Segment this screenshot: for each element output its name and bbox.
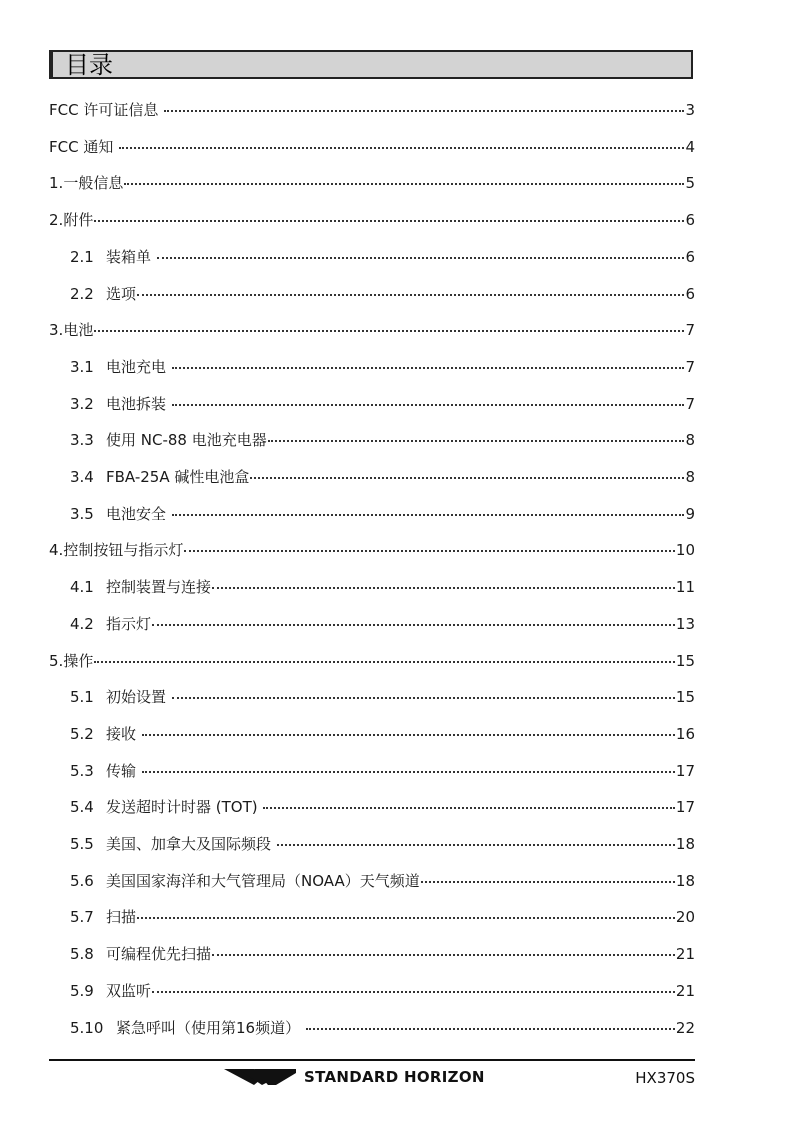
toc-entry-number: 5.5 [70, 835, 94, 853]
toc-dot-leader [119, 147, 684, 149]
toc-entry-page: 4 [685, 138, 695, 156]
toc-entry[interactable] [70, 795, 695, 819]
toc-dot-leader [277, 844, 675, 846]
toc-title-box [49, 50, 693, 79]
toc-entry-number: 5.8 [70, 945, 94, 963]
toc-dot-leader [164, 110, 684, 112]
toc-entry-page: 18 [675, 872, 695, 890]
toc-entry-page: 7 [685, 321, 695, 339]
toc-dot-leader [172, 514, 685, 516]
toc-entry-number: 3.3 [70, 431, 94, 449]
toc-entry[interactable] [70, 942, 695, 966]
toc-entry-label: 一般信息 [63, 174, 124, 192]
toc-dot-leader [250, 477, 684, 479]
toc-entry-label: 电池充电 [106, 358, 171, 376]
toc-entry-label: 控制装置与连接 [106, 578, 212, 596]
toc-entry-page: 5 [685, 174, 695, 192]
model-number: HX370S [635, 1069, 695, 1087]
toc-dot-leader [152, 991, 675, 993]
toc-entry[interactable] [49, 208, 695, 232]
toc-entry[interactable] [70, 905, 695, 929]
toc-entry-number: 4. [49, 541, 64, 559]
toc-entry-label: 使用 NC-88 电池充电器 [106, 431, 267, 449]
toc-entry-page: 21 [675, 982, 695, 1000]
toc-entry-page: 6 [685, 211, 695, 229]
toc-dot-leader [421, 881, 675, 883]
toc-entry-label: 电池安全 [106, 505, 171, 523]
toc-entry-label: 紧急呼叫（使用第16频道） [116, 1019, 305, 1037]
toc-entry[interactable] [49, 171, 695, 195]
toc-entry-label: FCC 通知 [49, 138, 119, 156]
toc-entry-number: 5.6 [70, 872, 94, 890]
toc-entry-label: 操作 [63, 652, 94, 670]
toc-entry-number: 5.9 [70, 982, 94, 1000]
toc-entry-page: 6 [685, 248, 695, 266]
toc-entry-label: 选项 [106, 285, 137, 303]
toc-entry-page: 17 [675, 762, 695, 780]
toc-dot-leader [137, 917, 675, 919]
toc-entry-number: 2.2 [70, 285, 94, 303]
toc-entry-page: 10 [675, 541, 695, 559]
toc-entry[interactable] [49, 98, 695, 122]
toc-dot-leader [184, 550, 675, 552]
toc-entry-page: 15 [675, 688, 695, 706]
toc-entry[interactable] [70, 575, 695, 599]
toc-entry-page: 9 [685, 505, 695, 523]
brand-name: STANDARD HORIZON [304, 1068, 485, 1086]
toc-dot-leader [172, 367, 685, 369]
toc-dot-leader [94, 661, 675, 663]
toc-entry-number: 5.1 [70, 688, 94, 706]
toc-dot-leader [263, 807, 675, 809]
toc-entry-number: 3.2 [70, 395, 94, 413]
toc-entry[interactable] [70, 722, 695, 746]
toc-entry[interactable] [70, 759, 695, 783]
toc-entry[interactable] [70, 428, 695, 452]
toc-dot-leader [157, 257, 685, 259]
toc-entry[interactable] [70, 355, 695, 379]
toc-entry[interactable] [49, 318, 695, 342]
toc-entry-page: 17 [675, 798, 695, 816]
toc-entry-label: 电池拆装 [106, 395, 171, 413]
toc-dot-leader [268, 440, 685, 442]
toc-entry-number: 5.2 [70, 725, 94, 743]
toc-entry-label: FBA-25A 碱性电池盒 [106, 468, 250, 486]
toc-dot-leader [142, 771, 675, 773]
toc-entry-number: 1. [49, 174, 64, 192]
toc-entry-number: 5.7 [70, 908, 94, 926]
toc-entry-label: FCC 许可证信息 [49, 101, 164, 119]
toc-entry-page: 20 [675, 908, 695, 926]
toc-entry[interactable] [49, 649, 695, 673]
toc-entry-label: 美国、加拿大及国际频段 [106, 835, 276, 853]
toc-entry-page: 3 [685, 101, 695, 119]
toc-entry[interactable] [70, 392, 695, 416]
toc-entry-label: 指示灯 [106, 615, 152, 633]
toc-entry[interactable] [70, 502, 695, 526]
toc-entry-label: 电池 [63, 321, 94, 339]
toc-entry[interactable] [70, 685, 695, 709]
toc-dot-leader [152, 624, 675, 626]
toc-entry-page: 6 [685, 285, 695, 303]
toc-entry-number: 3.5 [70, 505, 94, 523]
toc-entry-number: 5.4 [70, 798, 94, 816]
toc-entry-number: 5.3 [70, 762, 94, 780]
toc-entry-label: 双监听 [106, 982, 152, 1000]
toc-entry-page: 21 [675, 945, 695, 963]
toc-entry-number: 4.2 [70, 615, 94, 633]
toc-entry[interactable] [70, 245, 695, 269]
toc-entry-label: 装箱单 [106, 248, 156, 266]
toc-title: 目录 [65, 51, 113, 79]
toc-entry-number: 5. [49, 652, 64, 670]
toc-dot-leader [212, 954, 675, 956]
toc-dot-leader [212, 587, 675, 589]
toc-entry-label: 控制按钮与指示灯 [63, 541, 184, 559]
toc-dot-leader [172, 697, 675, 699]
toc-entry-label: 接收 [106, 725, 141, 743]
toc-dot-leader [306, 1028, 675, 1030]
toc-entry-number: 2. [49, 211, 64, 229]
toc-entry-label: 发送超时计时器 (TOT) [106, 798, 263, 816]
toc-entry-label: 传输 [106, 762, 141, 780]
toc-entry[interactable] [70, 465, 695, 489]
toc-entry-number: 5.10 [70, 1019, 104, 1037]
toc-entry[interactable] [70, 869, 695, 893]
toc-entry[interactable] [70, 1016, 695, 1040]
toc-entry-page: 7 [685, 395, 695, 413]
toc-entry[interactable] [70, 282, 695, 306]
toc-entry-page: 16 [675, 725, 695, 743]
toc-entry-page: 7 [685, 358, 695, 376]
toc-entry-number: 3. [49, 321, 64, 339]
toc-entry[interactable] [49, 135, 695, 159]
toc-entry-label: 初始设置 [106, 688, 171, 706]
toc-entry-page: 18 [675, 835, 695, 853]
toc-entry-number: 4.1 [70, 578, 94, 596]
toc-entry-number: 3.4 [70, 468, 94, 486]
toc-entry-label: 美国国家海洋和大气管理局（NOAA）天气频道 [106, 872, 420, 890]
footer-divider [49, 1059, 695, 1061]
toc-dot-leader [124, 183, 684, 185]
standard-horizon-logo-icon [224, 1067, 296, 1087]
toc-entry[interactable] [49, 538, 695, 562]
toc-entry-page: 22 [675, 1019, 695, 1037]
toc-dot-leader [172, 404, 685, 406]
toc-entry[interactable] [70, 979, 695, 1003]
toc-entry-page: 15 [675, 652, 695, 670]
toc-entry-label: 可编程优先扫描 [106, 945, 212, 963]
toc-entry[interactable] [70, 612, 695, 636]
toc-dot-leader [137, 294, 684, 296]
toc-dot-leader [94, 330, 684, 332]
toc-entry-label: 附件 [63, 211, 94, 229]
toc-dot-leader [94, 220, 684, 222]
toc-entry-number: 3.1 [70, 358, 94, 376]
toc-entry-number: 2.1 [70, 248, 94, 266]
toc-entry[interactable] [70, 832, 695, 856]
toc-entry-page: 8 [685, 468, 695, 486]
toc-dot-leader [142, 734, 675, 736]
toc-entry-page: 11 [675, 578, 695, 596]
toc-entry-label: 扫描 [106, 908, 137, 926]
footer-brand [224, 1067, 485, 1087]
toc-entry-page: 13 [675, 615, 695, 633]
toc-entry-page: 8 [685, 431, 695, 449]
